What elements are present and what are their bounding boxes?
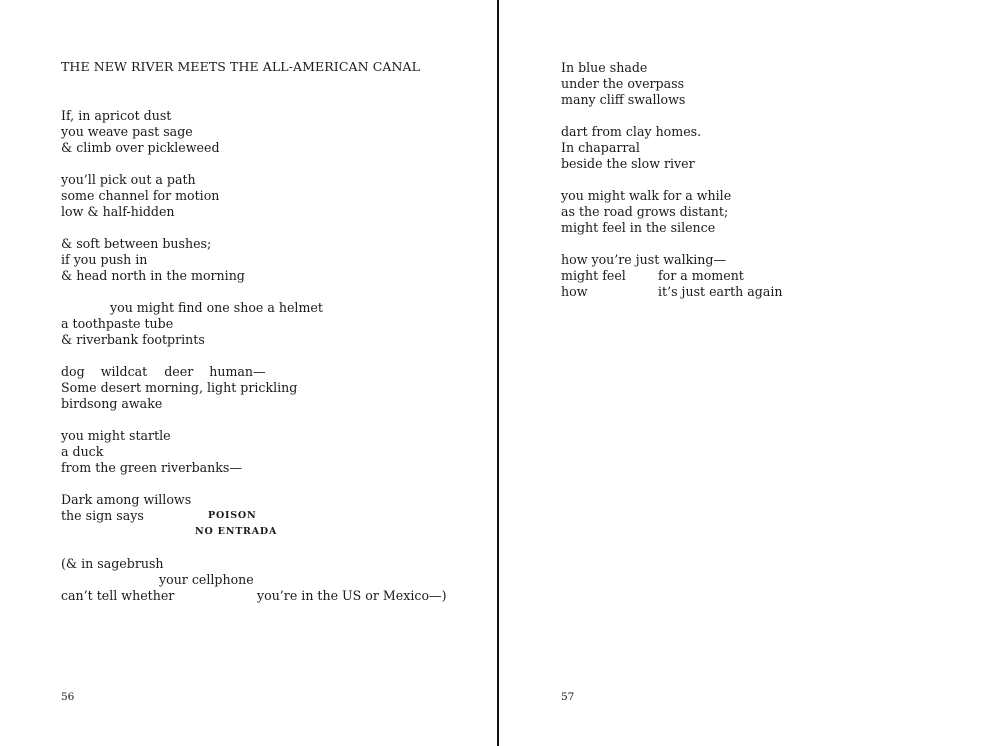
poem-line-text: can’t tell whether [61, 588, 175, 603]
page-number: 56 [61, 691, 75, 703]
poem-line: & climb over pickleweed [61, 140, 220, 155]
poem-line: dart from clay homes. [561, 124, 702, 139]
poem-line: as the road grows distant; [561, 204, 729, 219]
left-page [0, 0, 497, 746]
poem-line-text: it’s just earth again [658, 284, 783, 299]
stanza [561, 252, 783, 300]
poem-word: human— [209, 364, 266, 379]
stanza [61, 108, 323, 156]
poem-line: If, in apricot dust [61, 108, 172, 123]
poem-line: & head north in the morning [61, 268, 245, 283]
poem-line: In chaparral [561, 140, 640, 155]
poem-line-text: for a moment [658, 268, 744, 283]
stanza [61, 556, 447, 604]
poem-line [61, 588, 447, 604]
poem-word: wildcat [100, 364, 148, 379]
right-page [499, 0, 996, 746]
stanza [61, 492, 323, 540]
poem-line: (& in sagebrush [61, 556, 164, 571]
poem-word: deer [164, 364, 194, 379]
poem-line-text: might feel [561, 268, 626, 283]
poem-line: & soft between bushes; [61, 236, 212, 251]
poem-line: In blue shade [561, 60, 648, 75]
stanza [61, 300, 323, 348]
poem-line [61, 524, 323, 540]
poem-word: dog [61, 364, 85, 379]
stanza [61, 364, 323, 412]
stanza [561, 60, 731, 108]
stanza [561, 124, 731, 172]
poem-body-right [561, 60, 783, 316]
poem-line: from the green riverbanks— [61, 460, 242, 475]
poem-line-text: how [561, 284, 588, 299]
poem-line [561, 284, 783, 300]
poem-line [61, 508, 323, 524]
poem-line-text: you’re in the US or Mexico—) [257, 588, 447, 603]
poem-line [61, 364, 323, 380]
stanza [61, 428, 323, 476]
poem-line: birdsong awake [61, 396, 163, 411]
poem-line: low & half-hidden [61, 204, 175, 219]
poem-line: some channel for motion [61, 188, 220, 203]
poem-line-text: the sign says [61, 508, 144, 523]
poem-line: beside the slow river [561, 156, 695, 171]
stanza [61, 236, 323, 284]
poem-line: & riverbank footprints [61, 332, 205, 347]
poem-line: your cellphone [159, 572, 254, 587]
poem-line: many cliff swallows [561, 92, 686, 107]
poem-line: a toothpaste tube [61, 316, 174, 331]
poem-line: you’ll pick out a path [61, 172, 196, 187]
poem-line: if you push in [61, 252, 148, 267]
page-number: 57 [561, 691, 575, 703]
poem-line: you might find one shoe a helmet [110, 300, 323, 315]
poem-line: you might startle [61, 428, 171, 443]
poem-line: Some desert morning, light prickling [61, 380, 298, 395]
stanza [61, 172, 323, 220]
poem-line: Dark among willows [61, 492, 192, 507]
sign-text-poison: POISON [208, 510, 257, 521]
poem-line [561, 268, 744, 284]
poem-line: might feel in the silence [561, 220, 716, 235]
poem-line: a duck [61, 444, 104, 459]
sign-text-no-entrada: NO ENTRADA [195, 526, 278, 537]
poem-title: THE NEW RIVER MEETS THE ALL-AMERICAN CANAL [61, 59, 421, 74]
poem-line: how you’re just walking— [561, 252, 727, 267]
poem-body-left [61, 108, 447, 620]
poem-line: you weave past sage [61, 124, 193, 139]
poem-line: under the overpass [561, 76, 685, 91]
stanza [561, 188, 731, 236]
poem-line: you might walk for a while [561, 188, 732, 203]
